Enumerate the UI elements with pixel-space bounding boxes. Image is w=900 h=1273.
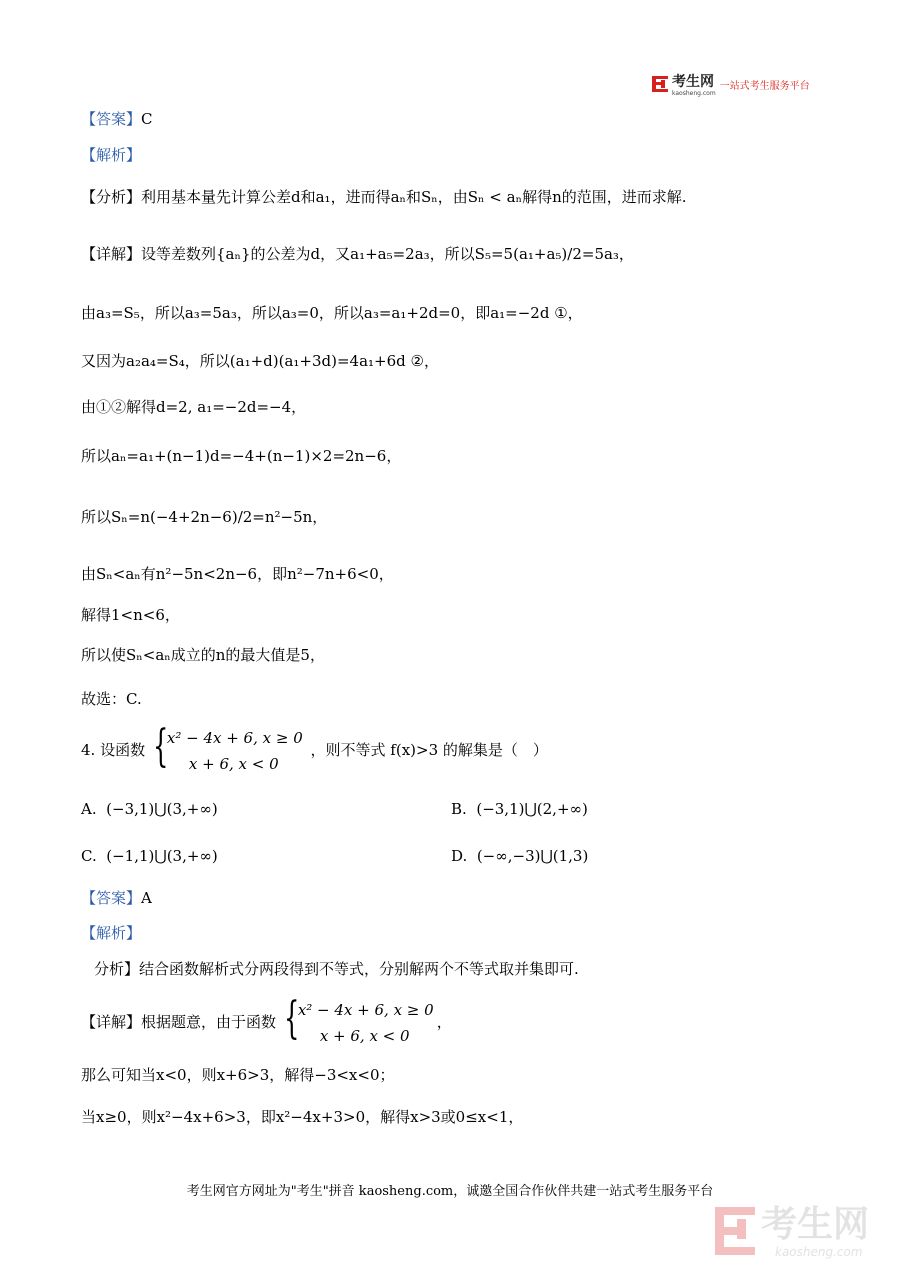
fenxi-text: 利用基本量先计算公差d和a₁，进而得aₙ和Sₙ，由Sₙ < aₙ解得n的范围，进而求解. [141,188,687,206]
watermark [715,1203,885,1263]
option-a[interactable]: A. (−3,1)⋃(3,+∞) [81,800,218,818]
q3-detail-line-8: 解得1<n<6， [81,606,180,624]
q3-detail-line-3: 又因为a₂a₄=S₄，所以(a₁+d)(a₁+3d)=4a₁+6d ②， [81,352,439,370]
q4-analysis-tag: 【解析】 [81,924,142,942]
answer-tag: 【答案】 [81,889,142,907]
q4-stem-suffix: ，则不等式 f(x)>3 的解集是（ ） [310,741,548,759]
q3-analysis-tag: 【解析】 [81,146,142,164]
option-d[interactable]: D. (−∞,−3)⋃(1,3) [451,847,589,865]
q3-detail-line-4: 由①②解得d=2, a₁=−2d=−4， [81,398,307,416]
q3-answer-line [81,109,153,129]
fenxi-label: 【分析】 [81,188,142,206]
logo-domain: kaosheng.com [672,89,716,97]
option-c[interactable]: C. (−1,1)⋃(3,+∞) [81,847,218,865]
header-logo [652,72,822,96]
detail-line: 设等差数列{aₙ}的公差为d，又a₁+a₅=2a₃，所以S₅=5(a₁+a₅)/2=5a₃， [141,245,634,263]
footer-text: 考生网官方网址为"考生"拼音 kaosheng.com，诚邀全国合作伙伴共建一站式考生服务平台 [186,1184,714,1199]
q3-conclusion: 故选：C. [81,690,142,708]
piece-row-1: x² − 4x + 6, x ≥ 0 [166,729,303,747]
piecewise-function-detail: { x² − 4x + 6, x ≥ 0 x + 6, x < 0 [283,993,434,1045]
detail-label: 【详解】 [81,245,142,263]
watermark-domain: kaosheng.com [775,1245,863,1259]
q4-answer-line [81,888,152,908]
q3-detail-line-7: 由Sₙ<aₙ有n²−5n<2n−6，即n²−7n+6<0， [81,565,394,583]
q3-detail-line-6: 所以Sₙ=n(−4+2n−6)/2=n²−5n， [81,508,328,526]
answer-value: A [141,889,152,907]
piecewise-function: { x² − 4x + 6, x ≥ 0 x + 6, x < 0 [153,725,303,777]
detail-label: 【详解】 [81,1013,142,1031]
piece-row-2: x + 6, x < 0 [188,755,279,773]
q3-detail-line-5: 所以aₙ=a₁+(n−1)d=−4+(n−1)×2=2n−6， [81,447,402,465]
q3-fenxi-line [81,187,687,207]
q4-detail-line-1: 那么可知当x<0，则x+6>3，解得−3<x<0； [81,1066,395,1084]
watermark-logo-icon [715,1207,755,1255]
q4-detail-line-2: 当x≥0，则x²−4x+6>3，即x²−4x+3>0，解得x>3或0≤x<1， [81,1108,524,1126]
option-b[interactable]: B. (−3,1)⋃(2,+∞) [451,800,588,818]
q4-stem-prefix: 4. 设函数 [81,741,146,759]
q3-detail-line-2: 由a₃=S₅，所以a₃=5a₃，所以a₃=0，所以a₃=a₁+2d=0，即a₁=−2d ①， [81,304,583,322]
answer-value: C [141,110,153,128]
q4-stem [81,721,548,777]
q3-detail-line-9: 所以使Sₙ<aₙ成立的n的最大值是5， [81,646,325,664]
q4-detail-line: 【详解】根据题意，由于函数 { x² − 4x + 6, x ≥ 0 x + 6, x < 0 ， [81,996,452,1049]
q4-fenxi: 分析】结合函数解析式分两段得到不等式，分别解两个不等式取并集即可. [94,960,579,978]
logo-brand: 考生网 [672,73,714,90]
logo-mark-icon [652,76,668,92]
answer-tag: 【答案】 [81,110,142,128]
watermark-text: 考生网 [761,1204,870,1245]
q3-detail-line-1 [81,244,634,264]
logo-slogan: 一站式考生服务平台 [719,80,810,92]
